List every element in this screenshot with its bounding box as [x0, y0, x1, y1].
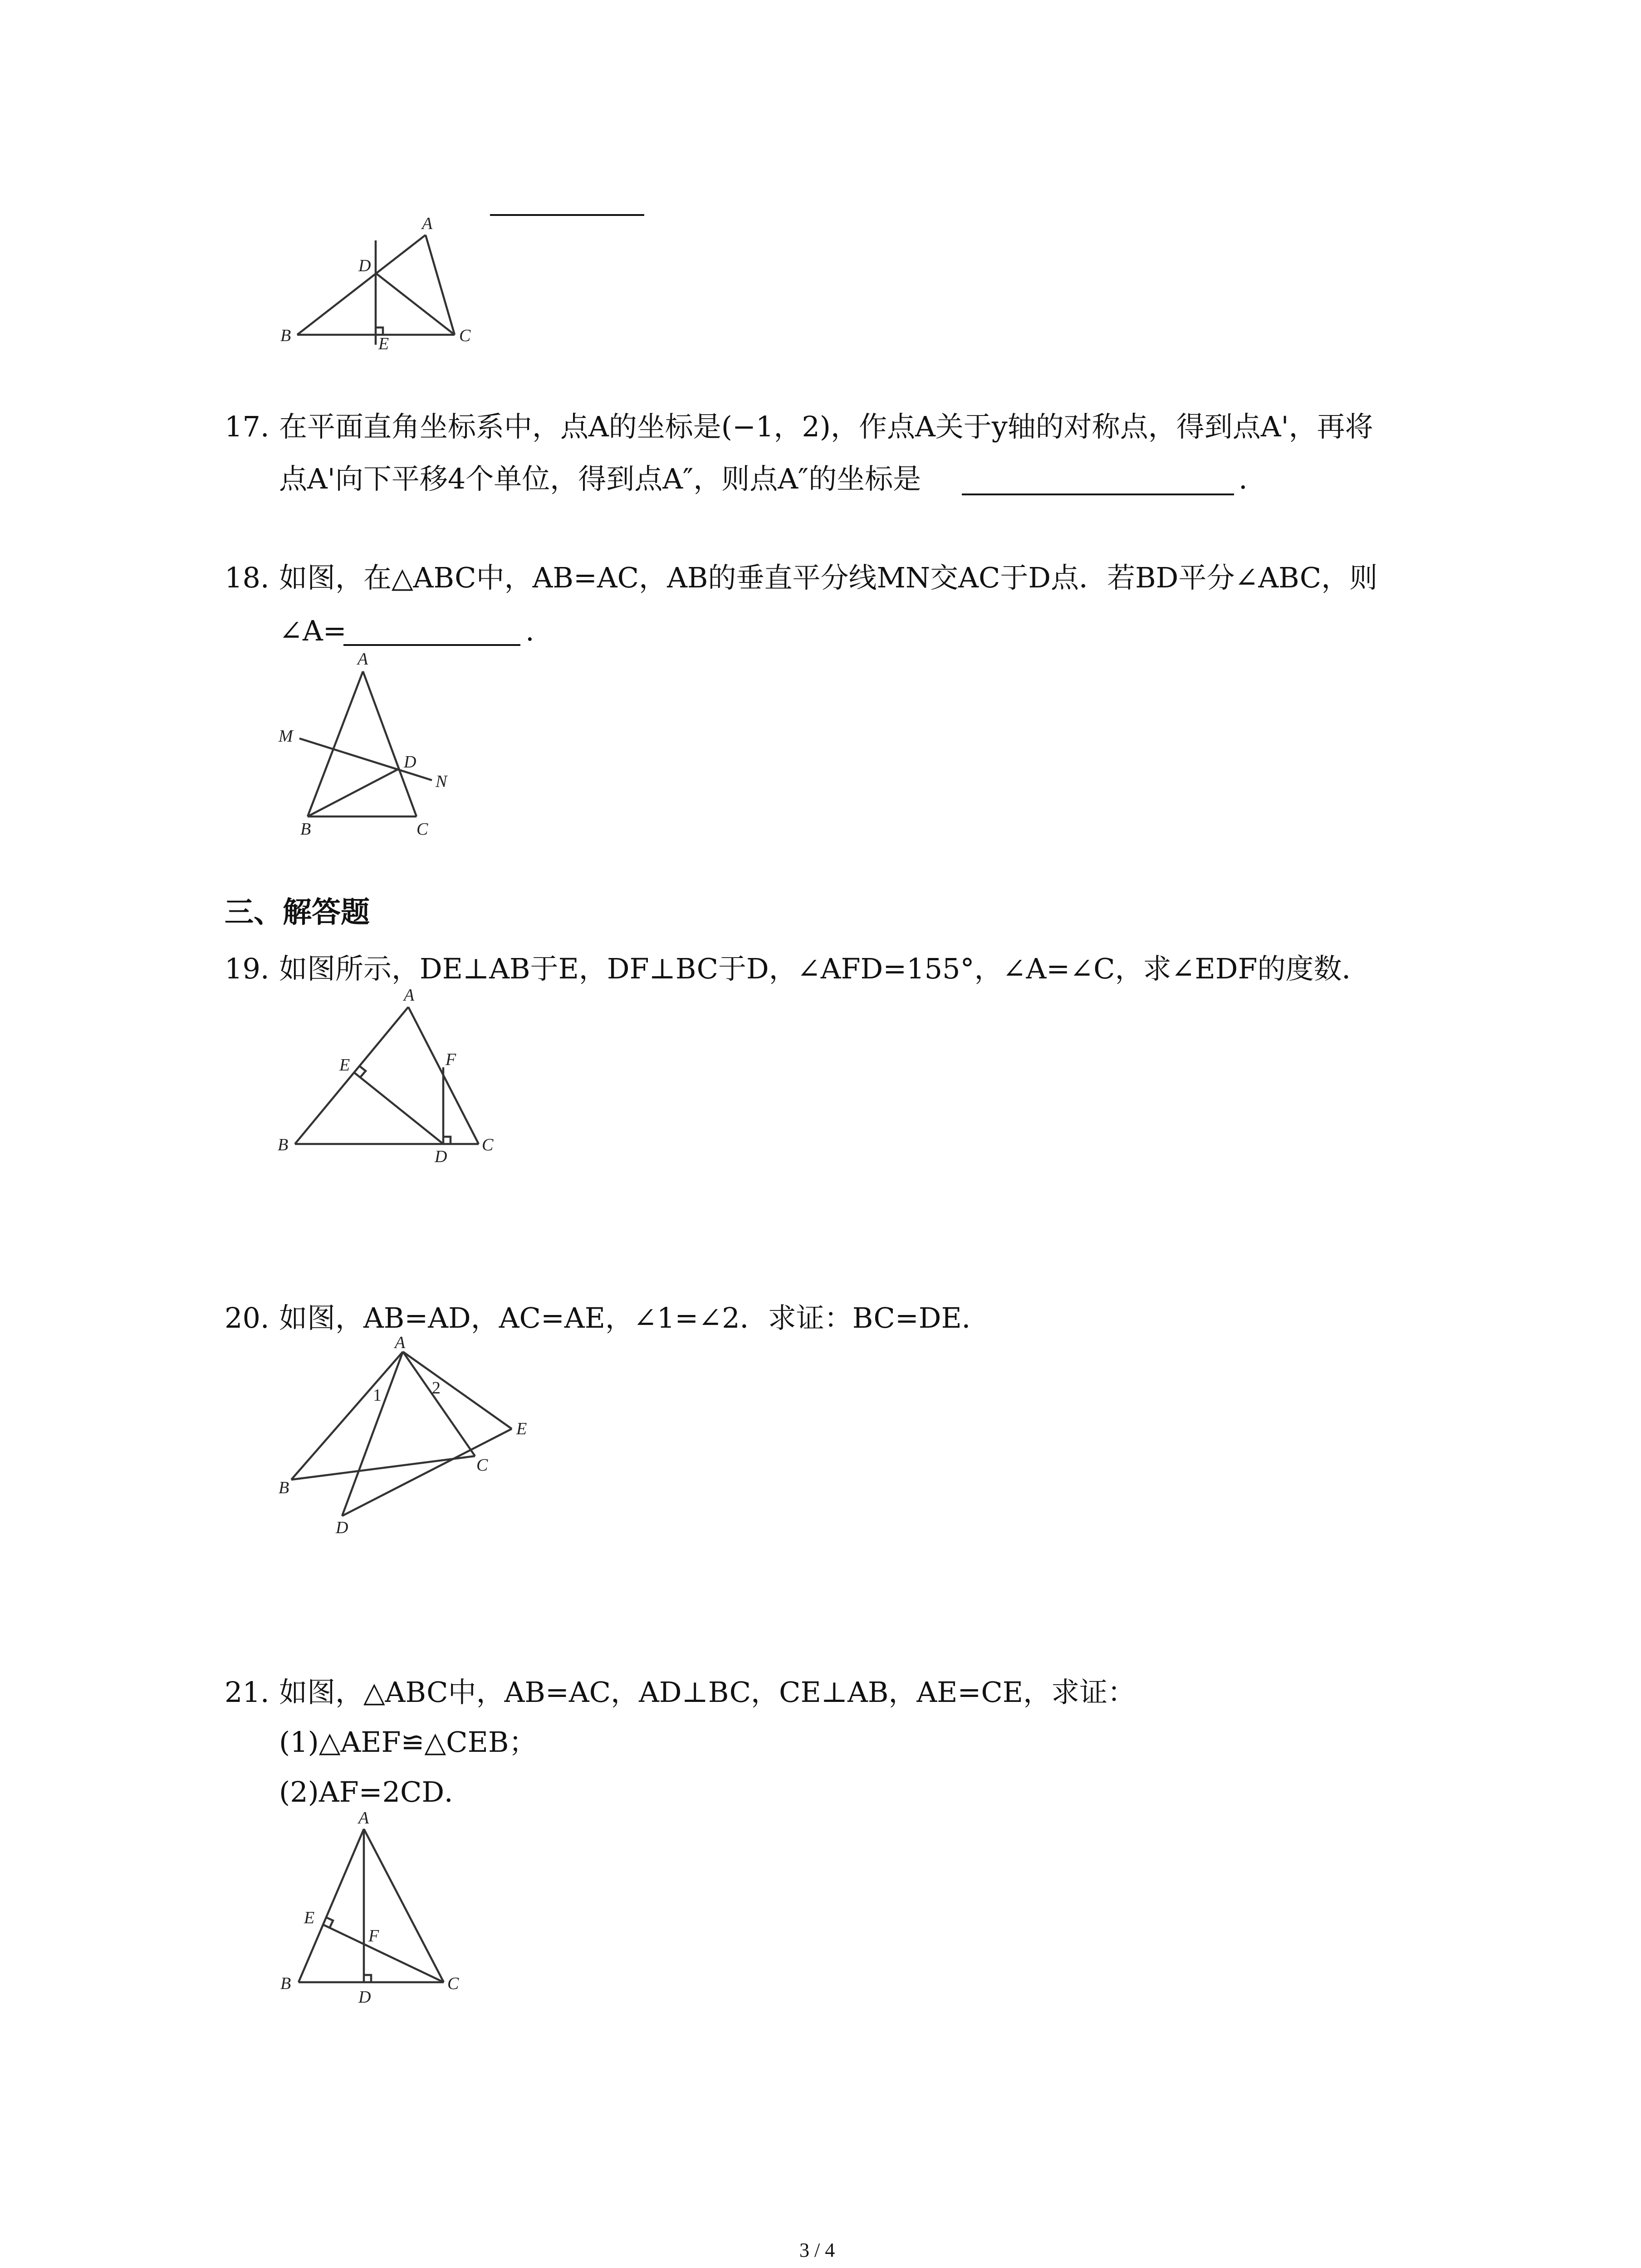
q21-segment-ce	[323, 1925, 444, 1982]
q19-label-b: B	[278, 1135, 289, 1154]
q19-right-angle-mark-d	[443, 1137, 451, 1144]
q19-label-f: F	[446, 1050, 456, 1069]
q16-label-d: D	[358, 256, 371, 275]
page-number: 3 / 4	[799, 2239, 835, 2261]
q18-text-line1: 如图，在△ABC中，AB=AC，AB的垂直平分线MN交AC于D点．若BD平分∠ABC，则	[279, 561, 1378, 594]
q18-segment-bd	[308, 768, 400, 816]
q19-figure	[272, 984, 508, 1175]
q21-label-e: E	[304, 1908, 315, 1927]
q21-label-d: D	[358, 1988, 371, 2007]
q20-label-d: D	[336, 1518, 348, 1537]
q20-figure	[272, 1334, 554, 1551]
q18-text-line2: ∠A=	[279, 614, 347, 647]
q20-segment-ac	[403, 1352, 475, 1456]
q20-label-e: E	[516, 1419, 527, 1438]
q16-label-c: C	[459, 326, 471, 345]
q20-number: 20.	[225, 1301, 269, 1334]
q16-label-e: E	[378, 334, 389, 353]
q17-text-line2: 点A'向下平移4个单位，得到点A″，则点A″的坐标是	[279, 462, 921, 495]
q16-side-ac	[426, 235, 455, 335]
q18-label-m: M	[279, 727, 293, 746]
q16-side-ab	[297, 235, 426, 335]
q19-side-ab	[295, 1007, 408, 1144]
q19-label-d: D	[435, 1147, 447, 1166]
q21-label-b: B	[280, 1974, 291, 1993]
q18-figure	[272, 649, 472, 848]
q20-label-a: A	[395, 1333, 406, 1352]
q18-label-a: A	[358, 650, 368, 669]
q16-segment-dc	[376, 273, 455, 335]
q17-answer-blank[interactable]	[962, 494, 1234, 495]
q19-segment-ed	[354, 1072, 443, 1144]
q18-number: 18.	[225, 561, 269, 594]
q16-figure	[272, 209, 490, 363]
q19-text-line1: 如图所示，DE⊥AB于E，DF⊥BC于D，∠AFD=155°，∠A=∠C，求∠EDF的度数．	[279, 952, 1370, 985]
q21-text-line1: 如图，△ABC中，AB=AC，AD⊥BC，CE⊥AB，AE=CE，求证：	[279, 1676, 1136, 1709]
q19-label-c: C	[482, 1135, 494, 1154]
q18-label-d: D	[404, 753, 416, 772]
q20-segment-bc	[291, 1456, 475, 1480]
q16-label-b: B	[280, 326, 291, 345]
q18-line2-end: .	[525, 614, 534, 647]
q20-label-b: B	[279, 1478, 289, 1497]
q20-label-angle2: 2	[432, 1378, 441, 1398]
q21-label-c: C	[447, 1974, 459, 1993]
q19-label-a: A	[404, 986, 415, 1005]
q21-label-a: A	[358, 1809, 369, 1828]
q20-label-angle1: 1	[373, 1386, 382, 1405]
q21-right-angle-mark-d	[364, 1975, 371, 1982]
q19-label-e: E	[339, 1056, 350, 1075]
q18-label-b: B	[300, 820, 311, 839]
section3-heading: 三、解答题	[225, 895, 370, 929]
q16-answer-blank[interactable]	[490, 214, 644, 216]
q21-label-f: F	[368, 1926, 379, 1945]
q19-number: 19.	[225, 952, 269, 985]
q18-label-c: C	[416, 820, 428, 839]
q17-number: 17.	[225, 410, 269, 443]
q20-segment-ab	[291, 1352, 403, 1480]
q17-text-line1: 在平面直角坐标系中，点A的坐标是(−1，2)，作点A关于y轴的对称点，得到点A'，再将	[279, 410, 1373, 443]
q21-part2: (2)AF=2CD．	[279, 1775, 473, 1809]
q20-label-c: C	[476, 1456, 488, 1475]
q19-right-angle-mark-e	[359, 1066, 366, 1077]
q21-number: 21.	[225, 1676, 269, 1709]
q18-label-n: N	[436, 772, 447, 791]
q18-side-ac	[363, 671, 416, 816]
q21-side-ac	[364, 1829, 444, 1982]
q21-figure	[272, 1810, 481, 2019]
q16-right-angle-mark	[376, 327, 383, 335]
q20-text-line1: 如图，AB=AD，AC=AE，∠1=∠2．求证：BC=DE．	[279, 1301, 990, 1334]
q20-segment-ae	[403, 1352, 512, 1429]
q16-label-a: A	[422, 214, 433, 233]
q17-line2-end: .	[1239, 462, 1248, 495]
q21-side-ab	[299, 1829, 364, 1982]
q21-part1: (1)△AEF≌△CEB；	[279, 1725, 537, 1759]
q20-segment-ad	[342, 1352, 403, 1516]
q18-answer-blank[interactable]	[343, 644, 520, 646]
